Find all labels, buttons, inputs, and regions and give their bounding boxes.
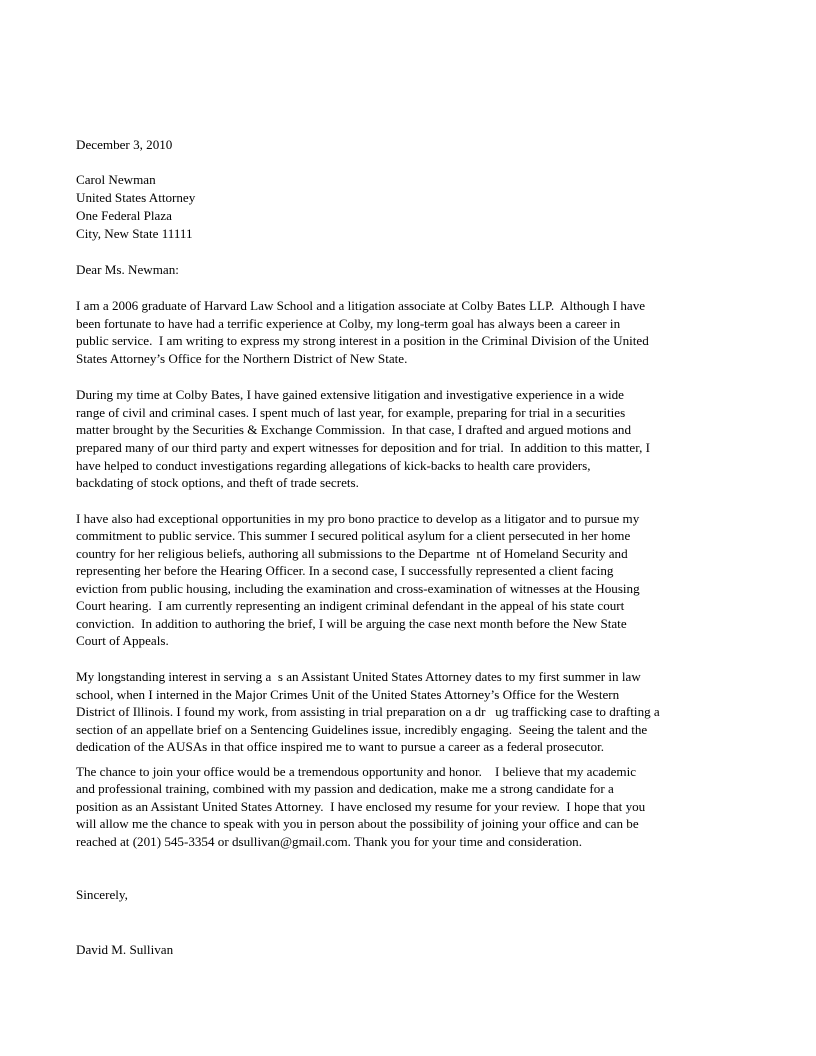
recipient-city: City, New State 11111 [76, 226, 193, 241]
paragraph-line: States Attorney’s Office for the Northern District of New State. [76, 351, 408, 366]
paragraph-line: commitment to public service. This summer I secured political asylum for a client persecuted in her home [76, 528, 631, 543]
salutation: Dear Ms. Newman: [76, 262, 179, 277]
paragraph-line: and professional training, combined with my passion and dedication, make me a strong candidate for a [76, 781, 614, 796]
paragraph-line: have helped to conduct investigations regarding allegations of kick-backs to health care providers, [76, 458, 591, 473]
paragraph-line: I have also had exceptional opportunities in my pro bono practice to develop as a litigator and to pursue my [76, 511, 640, 526]
paragraph-line: school, when I interned in the Major Crimes Unit of the United States Attorney’s Office for the Western [76, 687, 620, 702]
closing: Sincerely, [76, 887, 128, 902]
paragraph-line: dedication of the AUSAs in that office inspired me to want to pursue a career as a federal prosecutor. [76, 739, 605, 754]
paragraph-line: District of Illinois. I found my work, from assisting in trial preparation on a dr ug trafficking case to drafting a [76, 704, 660, 719]
paragraph-line: matter brought by the Securities & Exchange Commission. In that case, I drafted and argued motions and [76, 422, 632, 437]
paragraph-line: representing her before the Hearing Officer. In a second case, I successfully represented a client facing [76, 563, 614, 578]
paragraph-line: The chance to join your office would be a tremendous opportunity and honor. I believe that my academic [76, 764, 637, 779]
paragraph-line: been fortunate to have had a terrific experience at Colby, my long-term goal has always been a career in [76, 316, 621, 331]
letter-date: December 3, 2010 [76, 137, 173, 152]
paragraph-line: backdating of stock options, and theft of trade secrets. [76, 475, 359, 490]
paragraph-line: prepared many of our third party and expert witnesses for deposition and for trial. In addition to this matter, I [76, 440, 650, 455]
recipient-title: United States Attorney [76, 190, 196, 205]
paragraph-line: Court hearing. I am currently representing an indigent criminal defendant in the appeal of his state court [76, 598, 625, 613]
recipient-name: Carol Newman [76, 172, 156, 187]
paragraph-line: will allow me the chance to speak with you in person about the possibility of joining your office and can be [76, 816, 639, 831]
signature-name: David M. Sullivan [76, 942, 174, 957]
paragraph-line: My longstanding interest in serving a s an Assistant United States Attorney dates to my first summer in law [76, 669, 641, 684]
paragraph-line: Court of Appeals. [76, 633, 169, 648]
paragraph-line: I am a 2006 graduate of Harvard Law School and a litigation associate at Colby Bates LLP. Although I have [76, 298, 646, 313]
paragraph-line: country for her religious beliefs, authoring all submissions to the Departme nt of Homeland Security and [76, 546, 628, 561]
paragraph-line: conviction. In addition to authoring the brief, I will be arguing the case next month before the New State [76, 616, 627, 631]
paragraph-line: During my time at Colby Bates, I have gained extensive litigation and investigative experience in a wide [76, 387, 624, 402]
paragraph-line: eviction from public housing, including the examination and cross-examination of witnesses at the Housing [76, 581, 640, 596]
recipient-street: One Federal Plaza [76, 208, 172, 223]
paragraph-line: range of civil and criminal cases. I spent much of last year, for example, preparing for trial in a securities [76, 405, 626, 420]
paragraph-line: reached at (201) 545-3354 or dsullivan@gmail.com. Thank you for your time and consideration. [76, 834, 582, 849]
paragraph-line: public service. I am writing to express my strong interest in a position in the Criminal Division of the United [76, 333, 649, 348]
paragraph-line: position as an Assistant United States Attorney. I have enclosed my resume for your review. I hope that you [76, 799, 646, 814]
paragraph-line: section of an appellate brief on a Sentencing Guidelines issue, incredibly engaging. Seeing the talent and the [76, 722, 648, 737]
